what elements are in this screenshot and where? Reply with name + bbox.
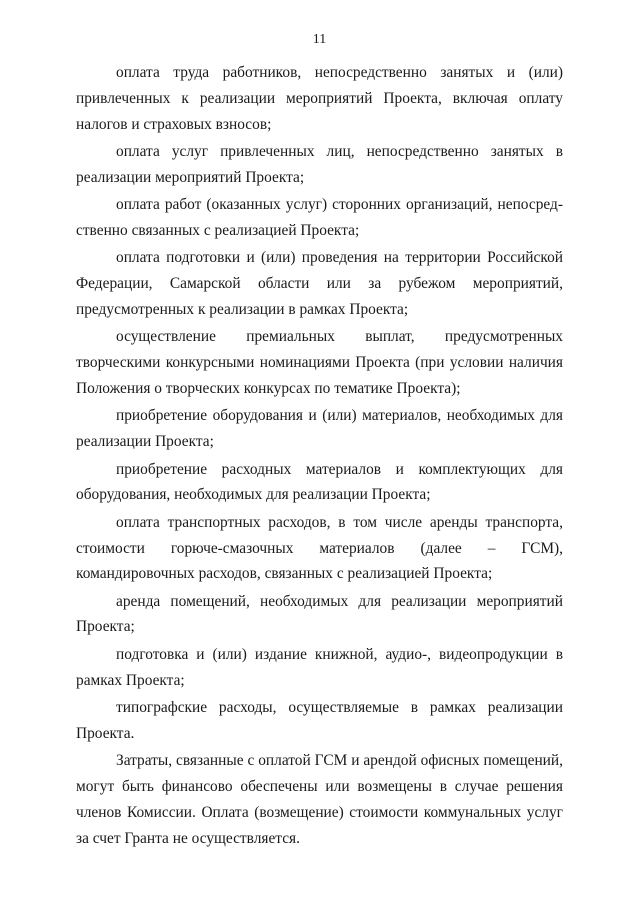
page-number: 11 — [312, 32, 327, 47]
document-body — [76, 60, 563, 853]
paragraph-premises-rent: аренда помещений, необходимых для реализации мероприятий Проекта; — [76, 592, 563, 636]
paragraph-events-preparation: оплата подготовки и (или) проведения на территории Российской Федерации, Самарской области или за рубежом мероприятий, предусмотренных к реализации в рамках Проекта; — [76, 249, 563, 318]
paragraph-equipment-purchase: приобретение оборудования и (или) материалов, необходимых для реализации Проекта; — [76, 407, 563, 451]
paragraph-services-payment: оплата услуг привлеченных лиц, непосредственно занятых в реализации мероприятий Проекта; — [76, 142, 563, 186]
paragraph-media-production: подготовка и (или) издание книжной, аудио-, видеопродукции в рамках Проекта; — [76, 645, 563, 689]
paragraph-printing-costs: типографские расходы, осуществляемые в рамках реализации Проекта. — [76, 699, 563, 742]
paragraph-bonus-payments: осуществление премиальных выплат, предусмотренных творческими конкурсными номинациями Проекта (при условии наличия Положения о творческих конкурсах по тематике Проекта); — [76, 328, 563, 397]
paragraph-consumables-purchase: приобретение расходных материалов и комплектующих для оборудования, необходимых для реализации Проекта; — [76, 460, 563, 504]
paragraph-third-party-works: оплата работ (оказанных услуг) сторонних организаций, непосред-ственно связанных с реализацией Проекта; — [76, 196, 563, 239]
paragraph-labor-payment: оплата труда работников, непосредственно занятых и (или) привлеченных к реализации мероприятий Проекта, включая оплату налогов и страховых взносов; — [76, 64, 563, 133]
paragraph-transport-costs: оплата транспортных расходов, в том числе аренды транспорта, стоимости горюче-смазочных материалов (далее – ГСМ), командировочных расходов, связанных с реализацией Проекта; — [76, 513, 563, 583]
paragraph-fuel-and-office-note: Затраты, связанные с оплатой ГСМ и арендой офисных помещений, могут быть финансово обеспечены или возмещены в случае решения членов Комиссии. Оплата (возмещение) стоимости коммунальных услуг за счет Гранта не осуществляется. — [76, 752, 563, 847]
